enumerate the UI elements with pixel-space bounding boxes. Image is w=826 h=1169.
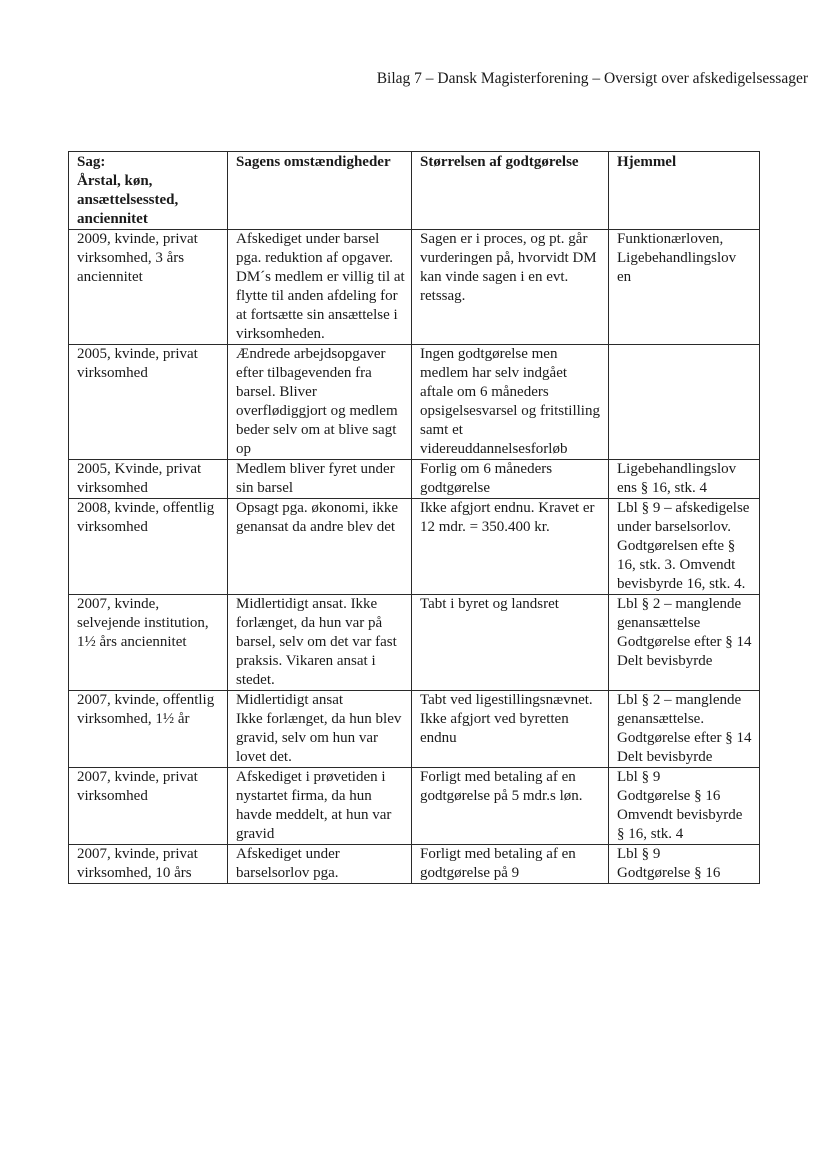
- cell-hjemmel: [609, 345, 760, 460]
- cell-sag: 2005, kvinde, privat virksomhed: [69, 345, 228, 460]
- cell-godtgoerelse: Forligt med betaling af en godtgørelse på 9: [412, 845, 609, 884]
- cell-omstaendigheder: Opsagt pga. økonomi, ikke genansat da andre blev det: [228, 499, 412, 595]
- column-header-godtgoerelse: Størrelsen af godtgørelse: [412, 152, 609, 230]
- cell-omstaendigheder: Midlertidigt ansat. Ikke forlænget, da hun var på barsel, selv om det var fast praksis. Vikaren ansat i stedet.: [228, 595, 412, 691]
- table-row: [69, 345, 760, 460]
- cell-omstaendigheder: Midlertidigt ansat Ikke forlænget, da hun blev gravid, selv om hun var lovet det.: [228, 691, 412, 768]
- table-row: [69, 595, 760, 691]
- column-header-hjemmel: Hjemmel: [609, 152, 760, 230]
- cell-hjemmel: Lbl § 9 Godtgørelse § 16 Omvendt bevisbyrde § 16, stk. 4: [609, 768, 760, 845]
- cell-hjemmel: Lbl § 2 – manglende genansættelse Godtgørelse efter § 14 Delt bevisbyrde: [609, 595, 760, 691]
- table-header-row: [69, 152, 760, 230]
- cell-sag: 2005, Kvinde, privat virksomhed: [69, 460, 228, 499]
- cell-omstaendigheder: Afskediget under barselsorlov pga.: [228, 845, 412, 884]
- table-row: [69, 499, 760, 595]
- table-row: [69, 460, 760, 499]
- page-header: Bilag 7 – Dansk Magisterforening – Oversigt over afskedigelsessager: [376, 70, 808, 87]
- cell-sag: 2007, kvinde, privat virksomhed, 10 års: [69, 845, 228, 884]
- table-row: [69, 845, 760, 884]
- cell-sag: 2007, kvinde, offentlig virksomhed, 1½ år: [69, 691, 228, 768]
- cell-godtgoerelse: Ikke afgjort endnu. Kravet er 12 mdr. = 350.400 kr.: [412, 499, 609, 595]
- cell-godtgoerelse: Ingen godtgørelse men medlem har selv indgået aftale om 6 måneders opsigelsesvarsel og fritstilling samt et videreuddannelsesforløb: [412, 345, 609, 460]
- cell-godtgoerelse: Tabt ved ligestillingsnævnet. Ikke afgjort ved byretten endnu: [412, 691, 609, 768]
- cell-hjemmel: Ligebehandlingslov ens § 16, stk. 4: [609, 460, 760, 499]
- cell-godtgoerelse: Sagen er i proces, og pt. går vurderingen på, hvorvidt DM kan vinde sagen i en evt. retssag.: [412, 230, 609, 345]
- cases-table: [68, 151, 760, 884]
- cell-omstaendigheder: Ændrede arbejdsopgaver efter tilbagevenden fra barsel. Bliver overflødiggjort og medlem beder selv om at blive sagt op: [228, 345, 412, 460]
- cell-omstaendigheder: Medlem bliver fyret under sin barsel: [228, 460, 412, 499]
- cell-godtgoerelse: Tabt i byret og landsret: [412, 595, 609, 691]
- cell-godtgoerelse: Forlig om 6 måneders godtgørelse: [412, 460, 609, 499]
- table-row: [69, 768, 760, 845]
- cell-hjemmel: Lbl § 2 – manglende genansættelse. Godtgørelse efter § 14 Delt bevisbyrde: [609, 691, 760, 768]
- cell-sag: 2008, kvinde, offentlig virksomhed: [69, 499, 228, 595]
- table-row: [69, 230, 760, 345]
- cell-hjemmel: Funktionærloven, Ligebehandlingslov en: [609, 230, 760, 345]
- cell-sag: 2007, kvinde, selvejende institution, 1½ års anciennitet: [69, 595, 228, 691]
- table-row: [69, 691, 760, 768]
- cell-omstaendigheder: Afskediget under barsel pga. reduktion af opgaver. DM´s medlem er villig til at flytte til anden afdeling for at fortsætte sin ansættelse i virksomheden.: [228, 230, 412, 345]
- cell-godtgoerelse: Forligt med betaling af en godtgørelse på 5 mdr.s løn.: [412, 768, 609, 845]
- cell-omstaendigheder: Afskediget i prøvetiden i nystartet firma, da hun havde meddelt, at hun var gravid: [228, 768, 412, 845]
- cell-hjemmel: Lbl § 9 – afskedigelse under barselsorlov. Godtgørelsen efte § 16, stk. 3. Omvendt bevisbyrde 16, stk. 4.: [609, 499, 760, 595]
- column-header-omstaendigheder: Sagens omstændigheder: [228, 152, 412, 230]
- cell-sag: 2009, kvinde, privat virksomhed, 3 års anciennitet: [69, 230, 228, 345]
- cell-sag: 2007, kvinde, privat virksomhed: [69, 768, 228, 845]
- cell-hjemmel: Lbl § 9 Godtgørelse § 16: [609, 845, 760, 884]
- column-header-sag: Sag: Årstal, køn, ansættelsessted, anciennitet: [69, 152, 228, 230]
